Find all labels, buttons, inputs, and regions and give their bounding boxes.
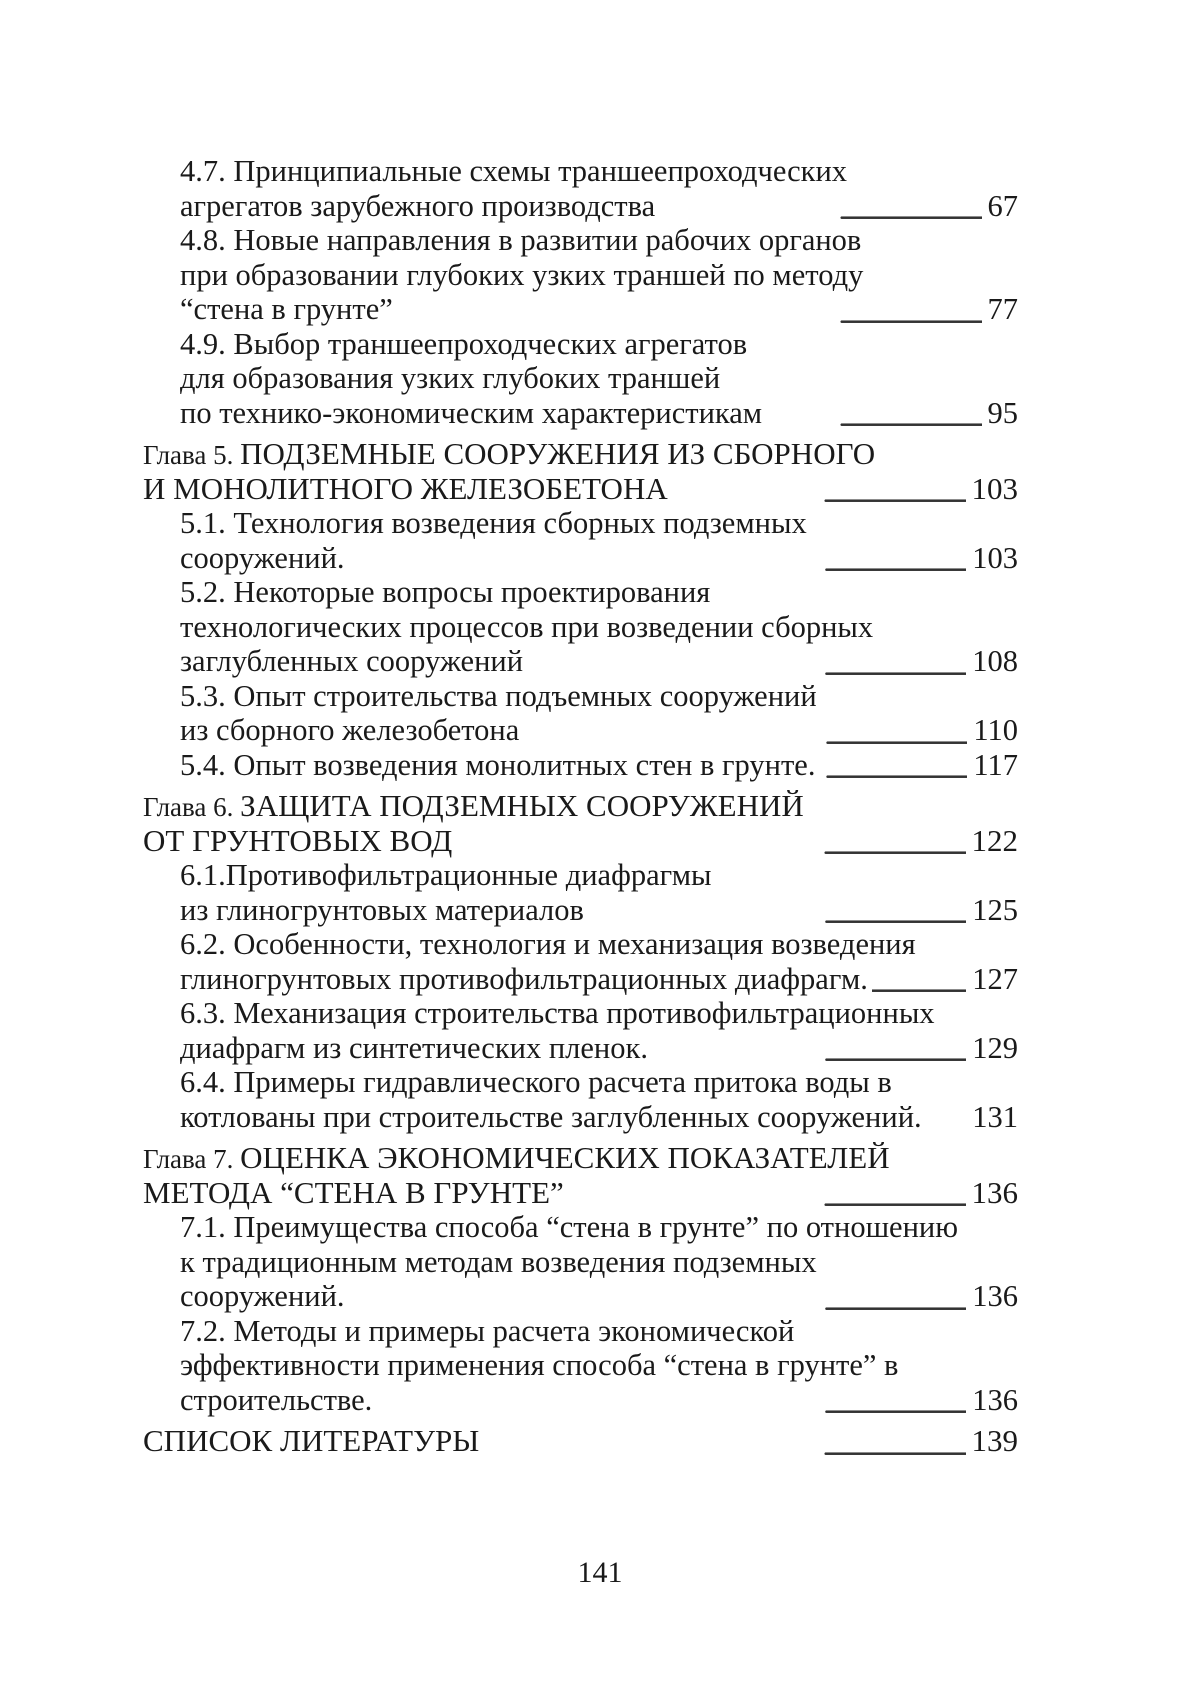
toc-entry-text: “стена в грунте” (180, 292, 393, 326)
toc-entry-title (180, 1065, 892, 1100)
toc-entry-text: МЕТОДА “СТЕНА В ГРУНТЕ” (143, 1174, 564, 1210)
toc-entry-text: СПИСОК ЛИТЕРАТУРЫ (143, 1423, 480, 1458)
toc-subentry-line (143, 292, 1018, 327)
toc-entry-text: 6.4. Примеры гидравлического расчета притока воды в (180, 1065, 892, 1099)
toc-entry-title (180, 927, 916, 962)
dot-leader (349, 1279, 967, 1314)
toc-subentry-line (143, 189, 1018, 224)
toc-page-number: 127 (972, 961, 1018, 996)
dot-leader (456, 824, 965, 859)
chapter-prefix: Глава 5. (143, 440, 241, 470)
toc-entry-text: заглубленных сооружений (180, 644, 524, 678)
toc-page-number: 95 (987, 395, 1018, 430)
toc-page-number: 136 (971, 1174, 1018, 1210)
toc-entry-title (180, 1210, 958, 1245)
toc-subentry-line (143, 223, 1018, 258)
toc-entry-text: эффективности применения способа “стена в грунте” в (180, 1348, 899, 1382)
toc-entry-text: 6.2. Особенности, технология и механизация возведения (180, 927, 916, 961)
toc-entry-text: котлованы при строительстве заглубленных сооружений. (180, 1099, 922, 1134)
toc-subentry-line (143, 858, 1018, 893)
toc-entry-text: 6.3. Механизация строительства противофильтрационных (180, 996, 935, 1030)
toc-page-number: 139 (971, 1423, 1018, 1458)
toc-entry-text: 6.1.Противофильтрационные диафрагмы (180, 858, 712, 892)
toc-subentry-line (143, 154, 1018, 189)
toc-subentry-line (143, 575, 1018, 610)
toc-entry-title (180, 996, 935, 1031)
toc-entry-text: 7.2. Методы и примеры расчета экономической (180, 1313, 795, 1348)
toc-entry-text: сооружений. (180, 540, 345, 575)
toc-chapter-line (143, 1176, 1018, 1211)
toc-page-number: 108 (972, 644, 1018, 678)
toc-entry-text: 4.9. Выбор траншеепроходческих агрегатов (180, 326, 748, 361)
toc-entry-text: 7.1. Преимущества способа “стена в грунте” по отношению (180, 1210, 959, 1244)
toc-entry-text: технологических процессов при возведении сборных (180, 609, 874, 644)
dot-leader (397, 292, 982, 327)
toc-subentry-line (143, 748, 1018, 783)
toc-chapter-line (143, 437, 1018, 472)
toc-subentry-line (143, 962, 1018, 997)
toc-subentry-line (143, 893, 1018, 928)
toc-subentry-line (143, 610, 1018, 645)
toc-page-number: 125 (972, 892, 1018, 927)
toc-entry-text: 5.1. Технология возведения сборных подземных (180, 506, 807, 540)
toc-subentry-line (143, 1210, 1018, 1245)
toc-subentry-line (143, 644, 1018, 679)
toc-entry-title (180, 1314, 794, 1349)
toc-entry-title (180, 541, 345, 576)
toc-page-number: 67 (987, 188, 1018, 223)
toc-subentry-line (143, 713, 1018, 748)
toc-entry-title (180, 154, 847, 189)
toc-entry-title (180, 1348, 898, 1383)
toc-entry-title (143, 789, 804, 825)
toc-entry-title (143, 1424, 479, 1459)
toc-entry-title (180, 713, 519, 748)
toc-entry-text: глиногрунтовых противофильтрационных диафрагм. (180, 961, 868, 996)
dot-leader (483, 1424, 965, 1459)
toc-subentry-line (143, 1031, 1018, 1066)
toc-subentry-line (143, 1245, 1018, 1280)
toc-entry-title (180, 610, 873, 645)
toc-entry-title (143, 472, 668, 507)
toc-entry-text: 5.4. Опыт возведения монолитных стен в грунте. (180, 747, 816, 782)
toc-entry-title (180, 858, 712, 893)
toc-entry-text: 5.2. Некоторые вопросы проектирования (180, 575, 711, 609)
dot-leader (766, 396, 981, 431)
toc-entry-text: диафрагм из синтетических пленок. (180, 1030, 648, 1065)
toc-subentry-line (143, 361, 1018, 396)
toc-page-number: 117 (973, 747, 1018, 782)
toc-entry-title (180, 644, 523, 679)
toc-subentry-line (143, 1383, 1018, 1418)
toc-subentry-line (143, 1314, 1018, 1349)
toc-entry-text: при образовании глубоких узких траншей по методу (180, 257, 864, 292)
toc-entry-text: сооружений. (180, 1279, 345, 1313)
toc-subentry-line (143, 541, 1018, 576)
toc-entry-title (180, 893, 584, 928)
toc-entry-title (180, 575, 710, 610)
toc-subentry-line (143, 506, 1018, 541)
toc-subentry-line (143, 1100, 1018, 1135)
toc-entry-text: ОТ ГРУНТОВЫХ ВОД (143, 822, 453, 858)
chapter-prefix: Глава 7. (143, 1144, 241, 1174)
toc-entry-text: ПОДЗЕМНЫЕ СООРУЖЕНИЯ ИЗ СБОРНОГО (240, 436, 876, 471)
toc-subentry-line (143, 327, 1018, 362)
toc-page-number: 103 (971, 470, 1018, 506)
toc-page-number: 110 (973, 713, 1018, 747)
dot-leader (819, 748, 967, 783)
toc-entry-title (180, 223, 861, 258)
toc-entry-title (180, 1100, 922, 1135)
toc-page-number: 131 (972, 1099, 1018, 1134)
table-of-contents (143, 154, 1018, 1459)
toc-entry-title (180, 258, 863, 293)
toc-entry-title (180, 292, 393, 327)
toc-entry-title (180, 962, 868, 997)
dot-leader (659, 189, 981, 224)
toc-page-number: 122 (971, 822, 1018, 858)
page-number: 141 (577, 1556, 623, 1589)
dot-leader (872, 962, 966, 997)
toc-entry-title (143, 824, 452, 859)
toc-entry-text: ОЦЕНКА ЭКОНОМИЧЕСКИХ ПОКАЗАТЕЛЕЙ (240, 1140, 890, 1175)
dot-leader (376, 1383, 966, 1418)
toc-entry-text: из сборного железобетона (180, 713, 520, 747)
toc-entry-title (180, 679, 817, 714)
toc-page-number: 77 (987, 292, 1018, 326)
toc-entry-text: к традиционным методам возведения подземных (180, 1244, 817, 1279)
toc-chapter-line (143, 789, 1018, 824)
dot-leader (349, 541, 967, 576)
toc-subentry-line (143, 1065, 1018, 1100)
toc-subentry-line (143, 1348, 1018, 1383)
dot-leader (568, 1176, 966, 1211)
toc-page-number: 136 (972, 1382, 1018, 1417)
toc-entry-text: 5.3. Опыт строительства подъемных сооружений (180, 678, 817, 713)
toc-entry-text: ЗАЩИТА ПОДЗЕМНЫХ СООРУЖЕНИЙ (240, 788, 804, 823)
toc-entry-text: 4.7. Принципиальные схемы траншеепроходческих (180, 154, 848, 188)
toc-page-number: 103 (972, 540, 1018, 575)
toc-entry-title (180, 396, 762, 431)
toc-entry-title (180, 748, 815, 783)
chapter-prefix: Глава 6. (143, 792, 241, 822)
dot-leader (672, 472, 966, 507)
toc-subentry-line (143, 927, 1018, 962)
toc-entry-text: агрегатов зарубежного производства (180, 188, 656, 223)
toc-subentry-line (143, 258, 1018, 293)
toc-entry-text: из глиногрунтовых материалов (180, 892, 584, 927)
toc-entry-text: И МОНОЛИТНОГО ЖЕЛЕЗОБЕТОНА (143, 470, 668, 506)
toc-entry-title (180, 189, 655, 224)
toc-entry-title (143, 437, 875, 473)
toc-entry-title (143, 1141, 890, 1177)
dot-leader (588, 893, 966, 928)
toc-entry-title (180, 1279, 345, 1314)
toc-entry-title (180, 1383, 372, 1418)
toc-entry-text: 4.8. Новые направления в развитии рабочих органов (180, 223, 862, 257)
toc-entry-title (180, 506, 807, 541)
toc-entry-title (180, 1245, 817, 1280)
toc-entry-title (180, 327, 747, 362)
toc-chapter-line (143, 1424, 1018, 1459)
toc-entry-title (180, 361, 720, 396)
toc-entry-text: по технико-экономическим характеристикам (180, 395, 763, 430)
dot-leader (652, 1031, 966, 1066)
toc-subentry-line (143, 1279, 1018, 1314)
toc-chapter-line (143, 1141, 1018, 1176)
toc-chapter-line (143, 472, 1018, 507)
toc-subentry-line (143, 996, 1018, 1031)
toc-subentry-line (143, 679, 1018, 714)
toc-entry-text: для образования узких глубоких траншей (180, 361, 721, 395)
dot-leader (523, 713, 967, 748)
toc-page-number: 129 (972, 1030, 1018, 1065)
toc-chapter-line (143, 824, 1018, 859)
toc-page-number: 136 (972, 1279, 1018, 1313)
toc-entry-text: строительстве. (180, 1382, 373, 1417)
toc-entry-title (180, 1031, 648, 1066)
dot-leader (527, 644, 966, 679)
toc-entry-title (143, 1176, 564, 1211)
toc-subentry-line (143, 396, 1018, 431)
